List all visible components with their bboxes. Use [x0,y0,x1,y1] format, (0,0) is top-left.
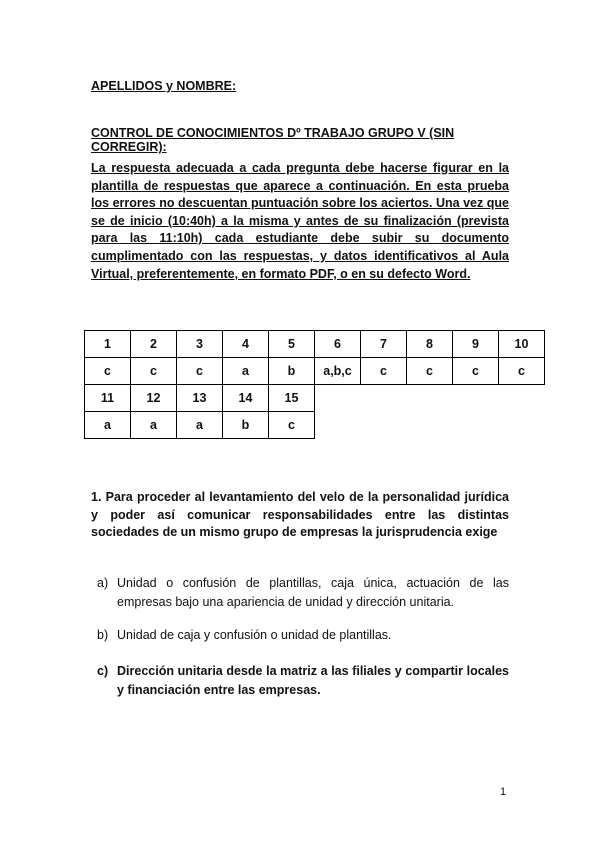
answer-cell: c [453,358,499,385]
answer-cell: a [177,412,223,439]
answer-cell: a [223,358,269,385]
answer-cell: b [223,412,269,439]
question-number-cell: 7 [361,331,407,358]
question-text: 1. Para proceder al levantamiento del velo de la personalidad jurídica y poder así comunicar responsabilidades entre las distintas sociedades de un mismo grupo de empresas la jurisprudencia exige [91,490,509,540]
option-letter: c) [97,664,109,678]
question-number-cell: 1 [85,331,131,358]
option-c [97,662,509,700]
question-number-cell: 2 [131,331,177,358]
answer-cell: a,b,c [315,358,361,385]
answer-cell: b [269,358,315,385]
answer-cell: c [131,358,177,385]
option-letter: b) [97,628,109,642]
question-number-cell: 5 [269,331,315,358]
table-row [85,358,545,385]
question-number-cell: 9 [453,331,499,358]
table-row [85,331,545,358]
answer-sheet-table [84,330,545,439]
question-number-cell: 13 [177,385,223,412]
table-row [85,412,545,439]
option-text: Unidad de caja y confusión o unidad de plantillas. [117,628,392,642]
question-number-cell: 8 [407,331,453,358]
question-number-cell: 11 [85,385,131,412]
question-number-cell: 10 [499,331,545,358]
question-number-cell: 4 [223,331,269,358]
instructions-paragraph: La respuesta adecuada a cada pregunta debe hacerse figurar en la plantilla de respuestas que aparece a continuación. En esta prueba los errores no descuentan puntuación sobre los aciertos. Una vez que se de inicio (10:40h) a la misma y antes de su finalización (prevista para las 11:10h) cada estudiante debe subir su documento cumplimentado con las respuestas, y datos identificativos al Aula Virtual, preferentemente, en formato PDF, o en su defecto Word. [91,161,509,281]
page-number: 1 [500,786,507,798]
answer-cell: c [269,412,315,439]
name-label: APELLIDOS y NOMBRE: [91,79,237,93]
option-a [97,574,509,612]
question-number-cell: 6 [315,331,361,358]
answer-cell: c [177,358,223,385]
option-b [97,626,509,645]
answer-cell: a [85,412,131,439]
option-text: Dirección unitaria desde la matriz a las filiales y compartir locales y financiación entre las empresas. [117,664,509,697]
question-number-cell: 12 [131,385,177,412]
table-row [85,385,545,412]
answer-cell: c [407,358,453,385]
answer-cell: c [85,358,131,385]
option-text: Unidad o confusión de plantillas, caja única, actuación de las empresas bajo una apariencia de unidad y dirección unitaria. [117,576,509,609]
answer-cell: c [361,358,407,385]
question-number-cell: 15 [269,385,315,412]
answer-cell: a [131,412,177,439]
question-number-cell: 14 [223,385,269,412]
control-title: CONTROL DE CONOCIMIENTOS Dº TRABAJO GRUPO V (SIN CORREGIR): [91,126,455,154]
question-number-cell: 3 [177,331,223,358]
option-letter: a) [97,576,109,590]
answer-cell: c [499,358,545,385]
